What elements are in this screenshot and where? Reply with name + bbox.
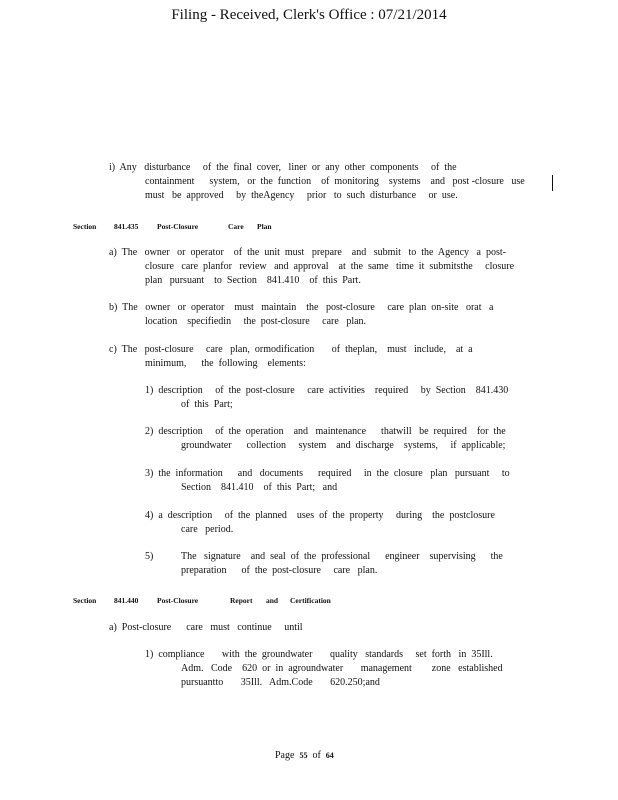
item-c2-line-2: groundwater collection system and discharge systems, if applicable; [181,440,506,451]
item-c1-line-1: 1) description of the post-closure care activities required by Section 841.430 [145,385,509,396]
item-c3-line-1: 3) the information and documents required in the closure plan pursuant to [145,468,510,479]
item-i-line-2: containment system, or the function of monitoring systems and post -closure use [145,176,525,187]
page-footer [275,750,334,761]
item-c5-line-2: preparation of the post-closure care plan. [181,565,378,576]
item-a-line-2: closure care planfor review and approval at the same time it submitsthe closure [145,261,515,272]
item-c1-line-2: of this Part; [181,399,233,410]
section-841-440-title-4: Certification [290,596,331,605]
section-841-435-title-3: Plan [257,222,272,231]
margin-change-bar [552,175,553,191]
page-label: Page [275,750,295,761]
item-b-line-1: b) The owner or operator must maintain the post-closure care plan on-site orat a [109,302,494,313]
item-a2-1-line-2: Adm. Code 620 or in agroundwater management zone established [181,663,503,674]
item-a-line-1: a) The owner or operator of the unit must prepare and submit to the Agency a post- [109,247,506,258]
of-label: of [312,750,321,761]
item-c2-line-1: 2) description of the operation and maintenance thatwill be required for the [145,426,506,437]
item-c-line-1: c) The post-closure care plan, ormodification of theplan, must include, at a [109,344,473,355]
section-841-440-title-3: and [266,596,279,605]
item-a2-1-line-1: 1) compliance with the groundwater quality standards set forth in 35Ill. [145,649,493,660]
item-i-line-3: must be approved by theAgency prior to such disturbance or use. [145,190,458,201]
page-number: 55 [299,751,308,760]
section-841-435-label: Section [73,222,97,231]
item-a2-line-1: a) Post-closure care must continue until [109,622,303,633]
item-c4-line-2: care period. [181,524,234,535]
item-b-line-2: location specifiedin the post-closure care plan. [145,316,367,327]
section-841-440-title-1: Post-Closure [157,596,199,605]
section-841-440-label: Section [73,596,97,605]
item-i-line-1: i) Any disturbance of the final cover, liner or any other components of the [109,162,457,173]
item-a2-1-line-3: pursuantto 35Ill. Adm.Code 620.250;and [181,677,380,688]
item-c3-line-2: Section 841.410 of this Part; and [181,482,338,493]
item-c5-line-1: The signature and seal of the professional engineer supervising the [181,551,503,562]
section-841-435-title-1: Post-Closure [157,222,199,231]
section-841-440-title-2: Report [230,596,253,605]
page-total: 64 [325,751,334,760]
section-841-440-number: 841.440 [114,596,139,605]
item-c4-line-1: 4) a description of the planned uses of the property during the postclosure [145,510,495,521]
section-841-435-number: 841.435 [114,222,139,231]
filing-header: Filing - Received, Clerk's Office : 07/21/2014 [171,7,447,23]
item-c-line-2: minimum, the following elements: [145,358,306,369]
item-c5-number: 5) [145,551,154,562]
item-a-line-3: plan pursuant to Section 841.410 of this Part. [145,275,361,286]
section-841-435-title-2: Care [228,222,244,231]
